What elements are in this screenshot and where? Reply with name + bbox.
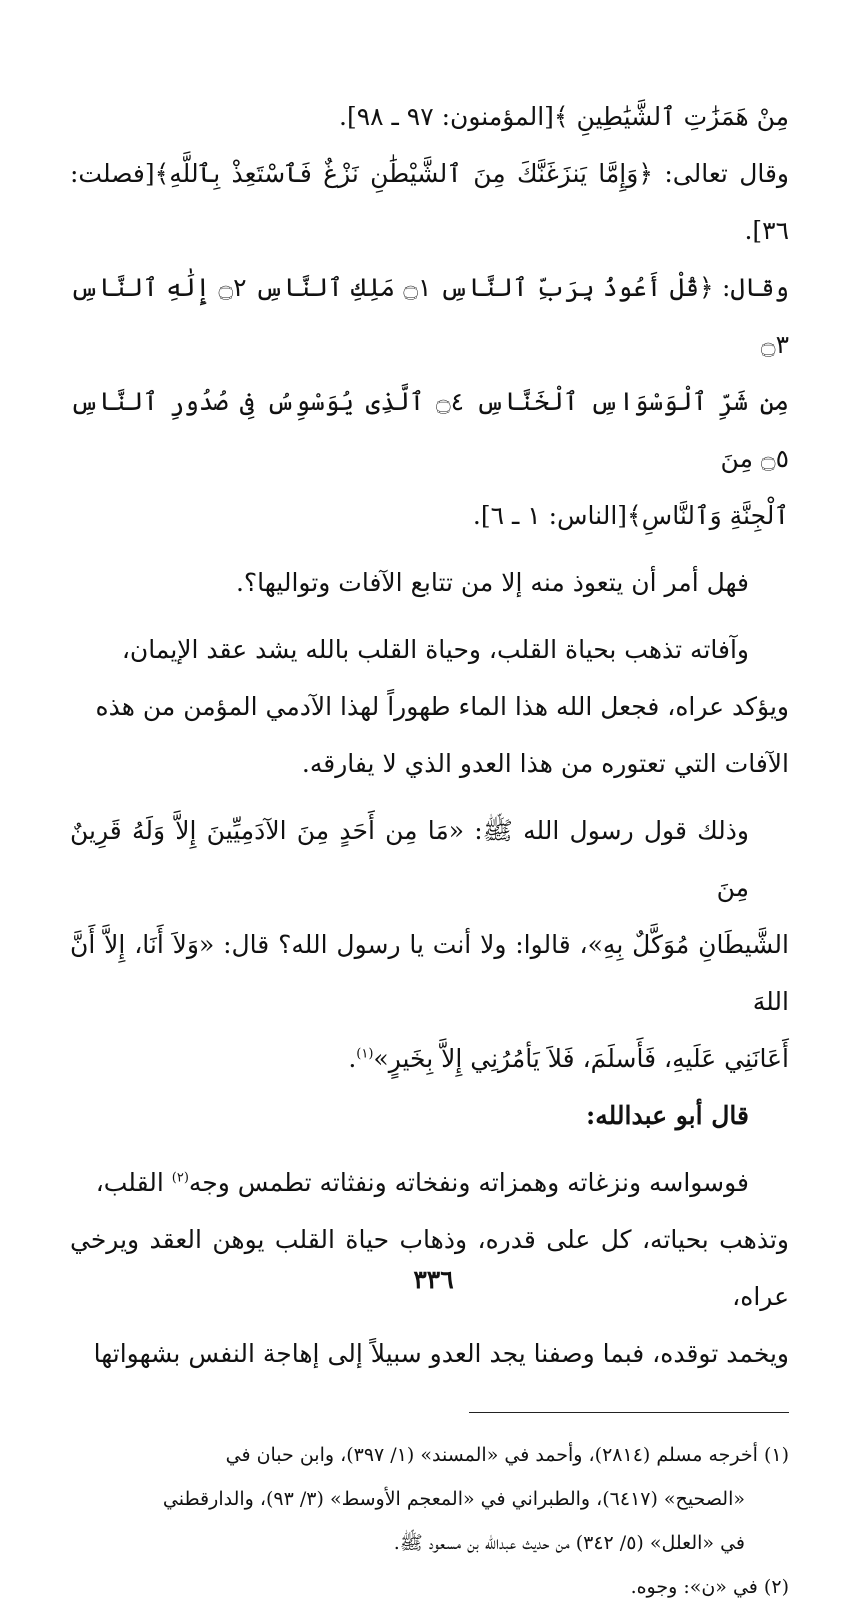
main-text	[70, 88, 789, 1382]
quran-verse-line: مِن شَرِّ ٱلْوَسْوَاسِ ٱلْخَنَّاسِ ۝٤ ٱلَّذِى يُوَسْوِسُ فِى صُدُورِ ٱلنَّاسِ ۝٥ مِنَ	[70, 387, 789, 473]
footnote-marker: (١)	[356, 1046, 374, 1062]
section-heading: قال أبو عبدالله:	[585, 1101, 749, 1130]
quran-verse-line: وقال تعالى: ﴿وَإِمَّا يَنزَغَنَّكَ مِنَ ٱلشَّيْطَٰنِ نَزْغٌ فَٱسْتَعِذْ بِٱللَّهِ﴾[فصلت: ٣٦].	[70, 159, 789, 245]
footnote-line: في «العلل» (٥/ ٣٤٢) من حديث عبدالله بن مسعود ﷺ.	[393, 1532, 745, 1554]
paragraph-line: الآفات التي تعتوره من هذا العدو الذي لا يفارقه.	[301, 749, 789, 778]
footnote-divider	[469, 1412, 789, 1413]
paragraph-text: فوسواسه ونزغاته وهمزاته ونفخاته ونفثاته تطمس وجه	[188, 1168, 749, 1197]
hadith-text: أَعَانَنِي عَلَيهِ، فَأَسلَمَ، فَلاَ يَأمُرُنِي إِلاَّ بِخَيرٍ»	[373, 1044, 789, 1073]
footnote-marker: (٢)	[171, 1170, 189, 1186]
quran-verse-line: مِنْ هَمَزَٰتِ ٱلشَّيَٰطِينِ ﴾[المؤمنون: ٩٧ ـ ٩٨].	[339, 102, 789, 131]
footnote-line: «الصحيح» (٦٤١٧)، والطبراني في «المعجم الأوسط» (٣/ ٩٣)، والدارقطني	[162, 1488, 745, 1510]
paragraph-line: فهل أمر أن يتعوذ منه إلا من تتابع الآفات وتواليها؟.	[235, 568, 749, 597]
paragraph-line: وآفاته تذهب بحياة القلب، وحياة القلب بالله يشد عقد الإيمان،	[121, 635, 749, 664]
footnote-line: (٢) في «ن»: وجوه.	[630, 1576, 789, 1598]
footnotes	[70, 1433, 789, 1609]
paragraph-line	[70, 1154, 789, 1211]
footnote-line: (١) أخرجه مسلم (٢٨١٤)، وأحمد في «المسند» (١/ ٣٩٧)، وابن حبان في	[225, 1444, 789, 1466]
paragraph-line: وذلك قول رسول الله ﷺ: «مَا مِن أَحَدٍ مِنَ الآدَمِيِّينَ إِلاَّ وَلَهُ قَرِينٌ مِنَ	[70, 816, 749, 902]
paragraph-text: القلب،	[95, 1168, 172, 1197]
paragraph-line: ويخمد توقده، فبما وصفنا يجد العدو سبيلاً إلى إهاجة النفس بشهواتها	[93, 1339, 789, 1368]
quran-verse-line: ٱلْجِنَّةِ وَٱلنَّاسِ﴾[الناس: ١ ـ ٦].	[472, 501, 789, 530]
punctuation: .	[348, 1044, 357, 1073]
paragraph-line: وتذهب بحياته، كل على قدره، وذهاب حياة القلب يوهن العقد ويرخي عراه،	[70, 1225, 789, 1311]
paragraph-line: ويؤكد عراه، فجعل الله هذا الماء طهوراً لهذا الآدمي المؤمن من هذه	[95, 692, 789, 721]
paragraph-line	[70, 1030, 789, 1087]
quran-verse-line: وقال: ﴿قُلْ أَعُوذُ بِرَبِّ ٱلنَّاسِ ۝١ مَلِكِ ٱلنَّاسِ ۝٢ إِلَٰهِ ٱلنَّاسِ ۝٣	[70, 273, 790, 359]
page-number: ٣٣٦	[413, 1265, 454, 1294]
paragraph-line: الشَّيطَانِ مُوَكَّلٌ بِهِ»، قالوا: ولا أنت يا رسول الله؟ قال: «وَلاَ أَنَا، إِلاَّ أَنَّ اللهَ	[70, 930, 789, 1016]
